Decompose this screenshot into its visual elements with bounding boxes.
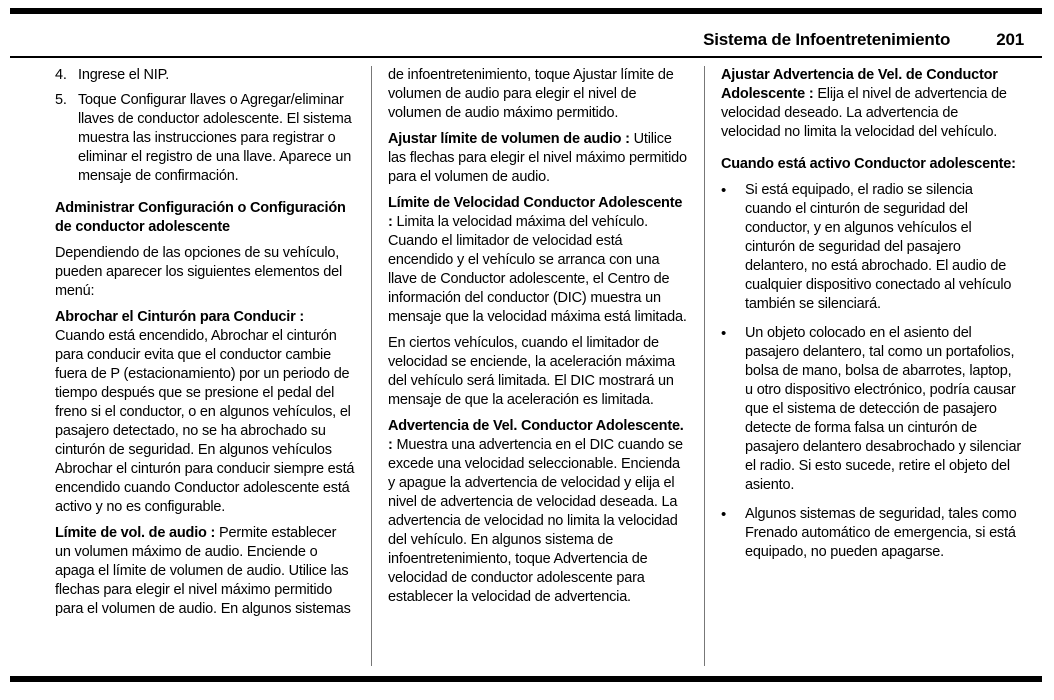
bullet-item — [721, 181, 1021, 314]
bullet-text: Si está equipado, el radio se silencia cuando el cinturón de seguridad del conductor, y en algunos vehículos el cinturón de seguridad del pasajero delantero, no está abrochado. El audio de cualquier dispositivo conectado al vehículo también se silenciará. — [745, 182, 1012, 312]
bullet-icon: • — [721, 325, 727, 342]
bullet-item — [721, 324, 1021, 495]
term-paragraph — [721, 66, 1021, 142]
term-paragraph — [55, 524, 355, 619]
top-rule-bar — [10, 8, 1042, 14]
term-label: Ajustar límite de volumen de audio : — [388, 131, 630, 147]
list-item — [55, 66, 355, 85]
column-divider — [371, 66, 372, 666]
column-divider — [704, 66, 705, 666]
paragraph: Dependiendo de las opciones de su vehículo, pueden aparecer los siguientes elementos del menú: — [55, 245, 343, 299]
page-content — [55, 66, 1034, 666]
term-paragraph — [55, 308, 355, 517]
page-number: 201 — [996, 30, 1024, 49]
running-header — [10, 30, 1024, 50]
list-item-text: Toque Configurar llaves o Agregar/eliminar llaves de conductor adolescente. El sistema muestra las instrucciones para registrar o eliminar el registro de una llave. Aparece un mensaje de confirmación. — [78, 92, 352, 184]
column-2 — [388, 66, 688, 666]
column-3 — [721, 66, 1021, 666]
bullet-text: Algunos sistemas de seguridad, tales como Frenado automático de emergencia, si está equipado, no pueden apagarse. — [745, 506, 1017, 560]
list-item-text: Ingrese el NIP. — [78, 67, 170, 83]
bullet-icon: • — [721, 182, 727, 199]
bullet-icon: • — [721, 506, 727, 523]
section-title: Sistema de Infoentretenimiento — [703, 30, 951, 49]
paragraph-continuation: de infoentretenimiento, toque Ajustar límite de volumen de audio para elegir el nivel de volumen de audio máximo permitido. — [388, 67, 674, 121]
term-label: Ajustar Advertencia de Vel. de Conductor Adolescente : — [721, 67, 998, 102]
column-1 — [55, 66, 355, 666]
term-label: Advertencia de Vel. Conductor Adolescente. : — [388, 418, 684, 453]
header-rule — [10, 56, 1042, 58]
term-label: Abrochar el Cinturón para Conducir : — [55, 309, 304, 325]
list-item-number: 4. — [55, 67, 67, 83]
bottom-rule-bar — [10, 676, 1042, 682]
term-text: Cuando está encendido, Abrochar el cinturón para conducir evita que el conductor cambie fuera de P (estacionamiento) por un periodo de tiempo después que se presione el pedal del freno si el conductor, o en algunos vehículos, el pasajero detectado, no se ha abrochado su cinturón de seguridad. En algunos vehículos Abrochar el cinturón para conducir siempre está encendido cuando Conductor adolescente está activo y no es configurable. — [55, 328, 355, 515]
list-item — [55, 91, 355, 186]
term-label: Límite de Velocidad Conductor Adolescente : — [388, 195, 683, 230]
term-text: Muestra una advertencia en el DIC cuando se excede una velocidad seleccionable. Encienda y apague la advertencia de velocidad y elija el nivel de advertencia de velocidad deseada. La advertencia de velocidad no limita la velocidad del vehículo. En algunos sistema de infoentretenimiento, toque Advertencia de velocidad de conductor adolescente para establecer la velocidad de advertencia. — [388, 437, 683, 605]
subsection-heading: Administrar Configuración o Configuración de conductor adolescente — [55, 200, 346, 235]
term-text: Limita la velocidad máxima del vehículo. Cuando el limitador de velocidad está encendido y el vehículo se arranca con una llave de Conductor adolescente, el Centro de información del conductor (DIC) muestra un mensaje que la velocidad máxima está limitada. — [388, 214, 687, 325]
term-text: Permite establecer un volumen máximo de audio. Enciende o apaga el límite de volumen de audio. Utilice las flechas para elegir el nivel máximo permitido para el volumen de audio. En algunos sistemas — [55, 525, 351, 617]
term-text: Utilice las flechas para elegir el nivel máximo permitido para el volumen de audio. — [388, 131, 687, 185]
paragraph: En ciertos vehículos, cuando el limitador de velocidad se enciende, la aceleración máxima del vehículo será limitada. El DIC mostrará un mensaje de que la aceleración es limitada. — [388, 335, 676, 408]
term-text: Elija el nivel de advertencia de velocidad deseado. La advertencia de velocidad no limita la velocidad del vehículo. — [721, 86, 1007, 140]
term-paragraph — [388, 194, 688, 327]
term-label: Límite de vol. de audio : — [55, 525, 216, 541]
bullet-text: Un objeto colocado en el asiento del pasajero delantero, tal como un portafolios, bolsa de mano, bolsa de abarrotes, laptop, u otro dispositivo electrónico, podría causar que el sistema de detección de pasajero detecte de forma falsa un cinturón de pasajero delantero desabrochado y silenciar el radio. Si esto sucede, retire el objeto del asiento. — [745, 325, 1021, 493]
term-paragraph — [388, 130, 688, 187]
list-item-number: 5. — [55, 92, 67, 108]
bullet-item — [721, 505, 1021, 562]
subsection-heading: Cuando está activo Conductor adolescente: — [721, 156, 1016, 172]
term-paragraph — [388, 417, 688, 607]
